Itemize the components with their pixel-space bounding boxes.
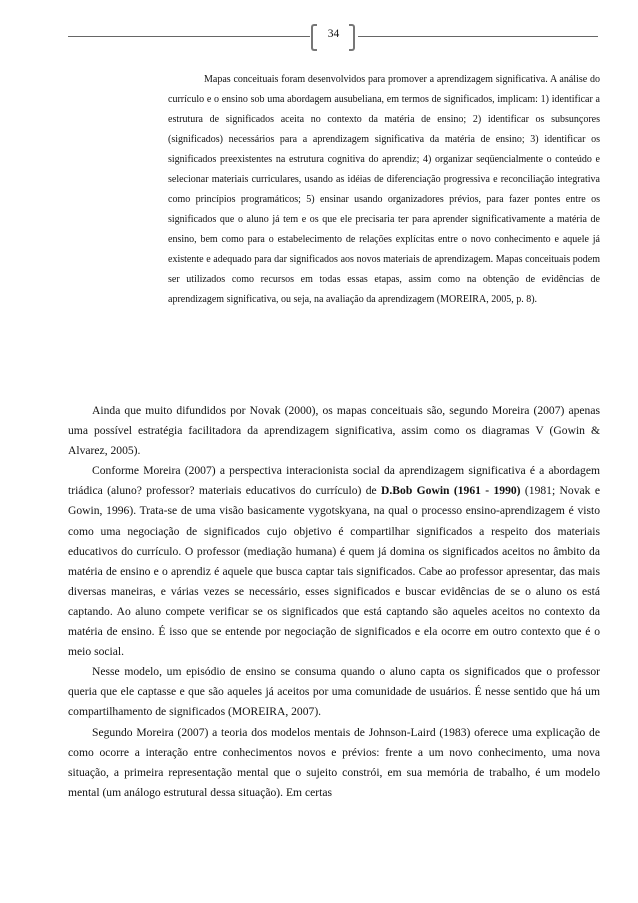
header-rule-right (358, 36, 598, 37)
paragraph-2-author-bold: D.Bob Gowin (1961 - 1990) (381, 484, 521, 498)
page-header (0, 22, 638, 52)
paragraph-2-text-b: (1981; Novak e Gowin, 1996). Trata-se de uma visão basicamente vygotskyana, na qual o processo ensino-aprendizagem é visto como uma negociação de significados cujo objetivo é compartilhar significados a respeito dos materiais educativos do currículo. O professor (mediação humana) é quem já domina os significados aceitos no âmbito da matéria de ensino e o aprendiz é aquele que busca captar tais significados. Cabe ao professor apresentar, das mais diversas maneiras, e várias vezes se necessário, esses significados e buscar evidências de se o aluno os está captando. Ao aluno compete verificar se os significados que está captando são aqueles aceitos no contexto da matéria de ensino. É isso que se entende por negociação de significados e ela ocorre em outro contexto que é o meio social. (68, 484, 600, 659)
header-rule-left (68, 36, 310, 37)
block-quote: Mapas conceituais foram desenvolvidos para promover a aprendizagem significativa. A análise do currículo e o ensino sob uma abordagem ausubeliana, em termos de significados, implicam: 1) identificar a estrutura de significados aceita no contexto da matéria de ensino; 2) identificar os subsunçores (significados) necessários para a aprendizagem significativa da matéria de ensino; 3) identificar os significados preexistentes na estrutura cognitiva do aprendiz; 4) organizar seqüencialmente o conteúdo e selecionar materiais curriculares, usando as idéias de diferenciação progressiva e reconciliação integrativa como princípios programáticos; 5) ensinar usando organizadores prévios, para fazer pontes entre os significados que o aluno já tem e os que ele precisaria ter para aprender significativamente a matéria de ensino, bem como para o estabelecimento de relações explícitas entre o novo conhecimento e aquele já existente e adequado para dar significados aos novos materiais de aprendizagem. Mapas conceituais podem ser utilizados como recursos em todas essas etapas, assim como na obtenção de evidências de aprendizagem significativa, ou seja, na avaliação da aprendizagem (MOREIRA, 2005, p. 8). (168, 74, 600, 305)
page-number-bracket-right (349, 24, 355, 51)
paragraph-2 (68, 461, 600, 662)
paragraph-1: Ainda que muito difundidos por Novak (2000), os mapas conceituais são, segundo Moreira (2007) apenas uma possível estratégia facilitadora da aprendizagem significativa, assim como os diagramas V (Gowin & Alvarez, 2005). (68, 404, 600, 458)
paragraph-3: Nesse modelo, um episódio de ensino se consuma quando o aluno capta os significados que o professor queria que ele captasse e que são aqueles já aceitos por uma comunidade de usuários. É nesse sentido que há um compartilhamento de significados (MOREIRA, 2007). (68, 665, 600, 719)
page-number-bracket-left (311, 24, 317, 51)
paragraph-2-text-a: Conforme Moreira (2007) a perspectiva interacionista social da aprendizagem significativa é a abordagem triádica (aluno? professor? materiais educativos do currículo) de (68, 464, 600, 498)
page-number: 34 (327, 28, 340, 40)
body-text (68, 401, 600, 799)
paragraph-4: Segundo Moreira (2007) a teoria dos modelos mentais de Johnson-Laird (1983) oferece uma explicação de como ocorre a interação entre conhecimentos novos e prévios: frente a um novo conhecimento, uma nova situação, a primeira representação mental que o sujeito constrói, em sua memória de trabalho, é um modelo mental (um análogo estrutural dessa situação). Em certas (68, 725, 600, 799)
